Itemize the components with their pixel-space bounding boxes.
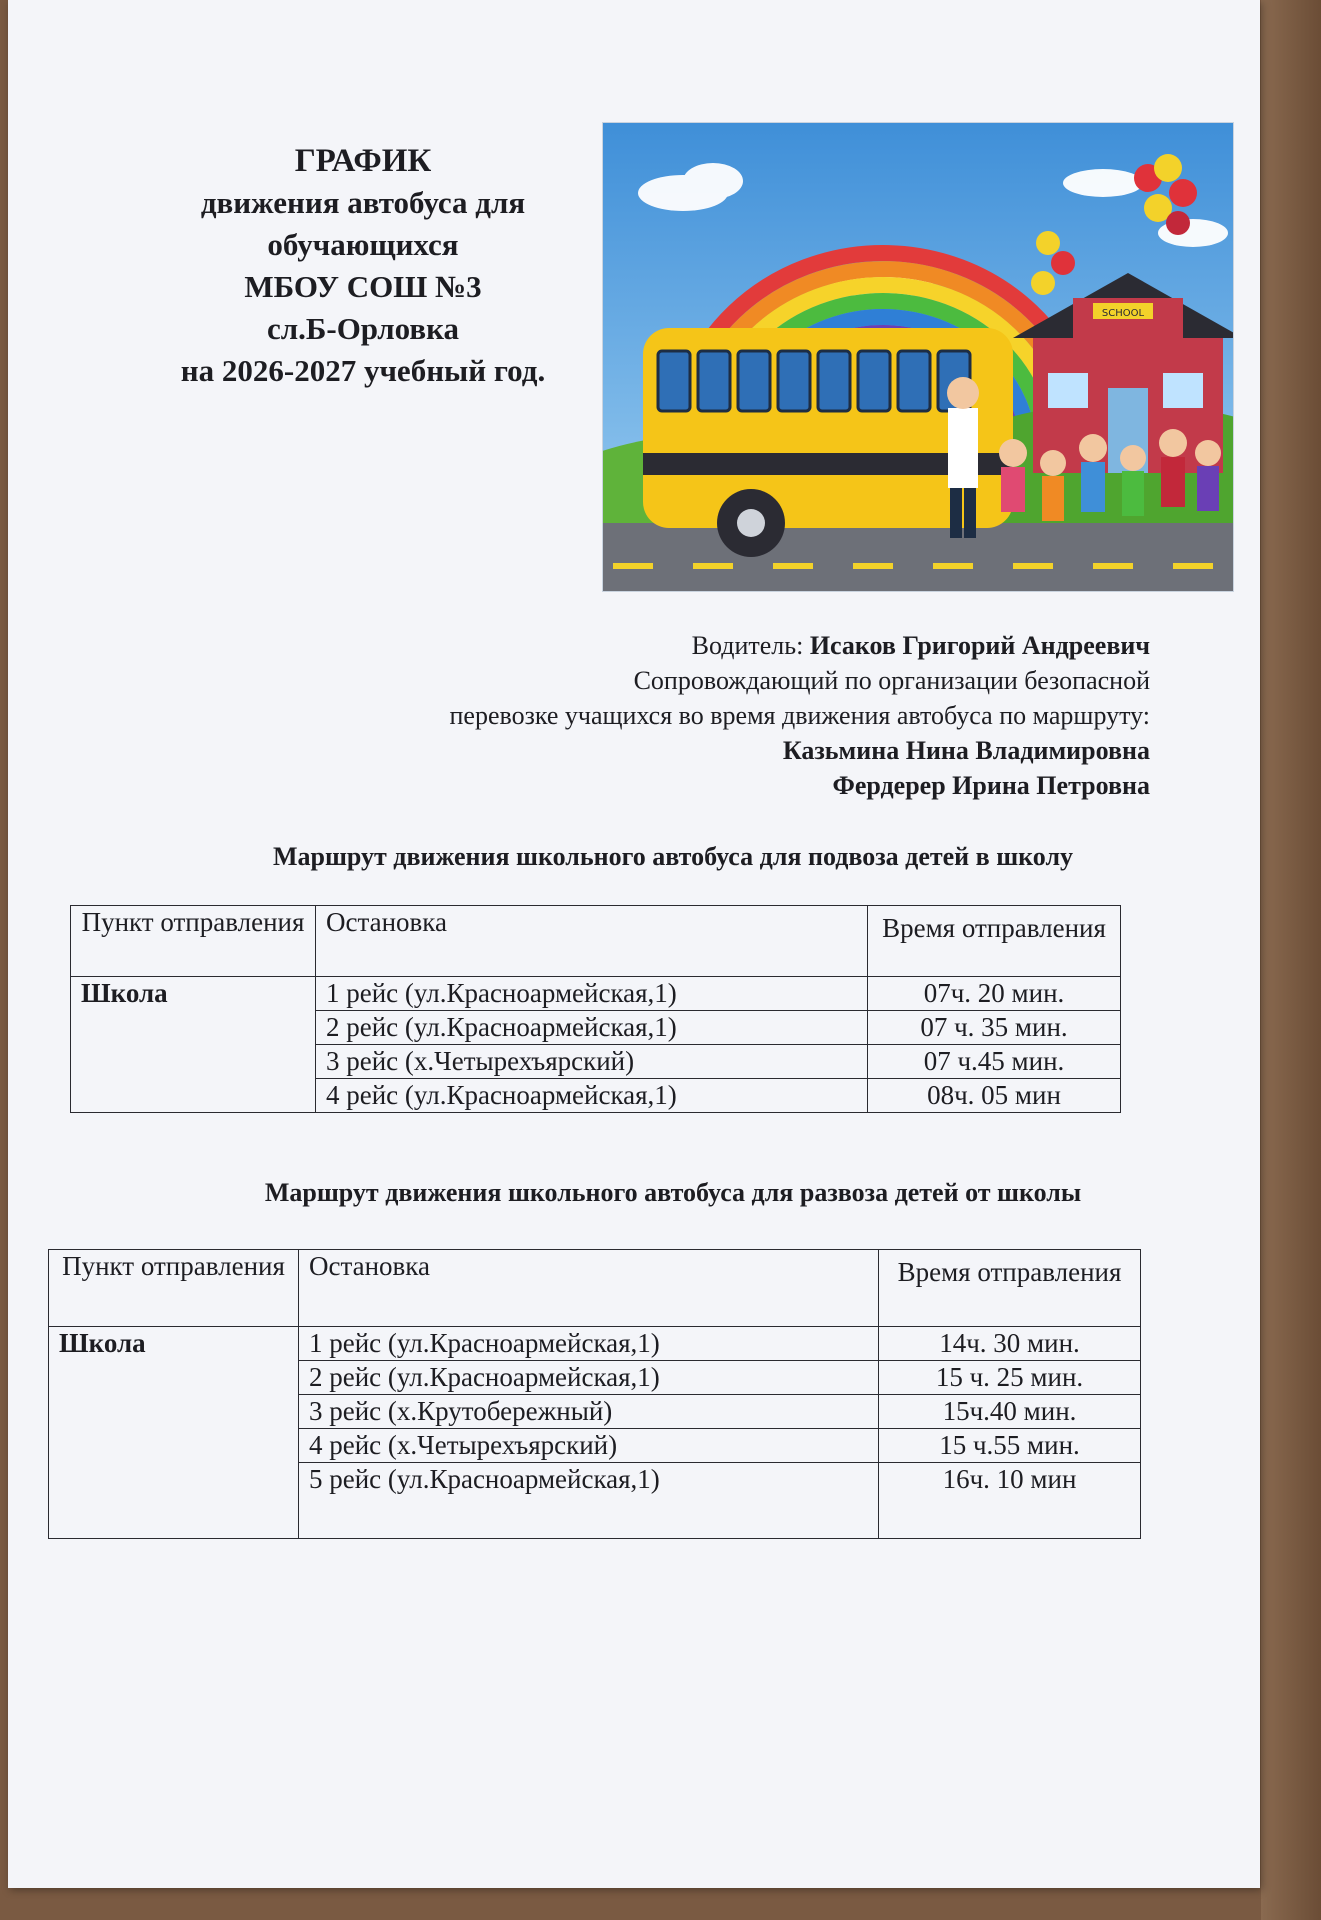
stop-cell: 2 рейс (ул.Красноармейская,1) — [299, 1361, 879, 1395]
escort-name: Фердерер Ирина Петровна — [832, 771, 1150, 800]
staff-info — [150, 628, 1150, 803]
column-header-departure: Пункт отправления — [71, 906, 316, 977]
title-line: сл.Б-Орловка — [266, 311, 460, 346]
stop-cell: 1 рейс (ул.Красноармейская,1) — [299, 1327, 879, 1361]
driver-label: Водитель: — [691, 631, 804, 660]
document-sheet — [8, 0, 1260, 1888]
driver-line — [150, 628, 1150, 663]
time-cell: 07 ч.45 мин. — [868, 1045, 1121, 1079]
escort-name: Казьмина Нина Владимировна — [782, 736, 1150, 765]
stop-cell: 3 рейс (х.Крутобережный) — [299, 1395, 879, 1429]
column-header-stop: Остановка — [299, 1250, 879, 1327]
route-to-school-table — [70, 905, 1121, 1113]
departure-point: Школа — [49, 1327, 299, 1539]
stop-cell: 5 рейс (ул.Красноармейская,1) — [299, 1463, 879, 1539]
document-title-block — [118, 140, 608, 392]
document-title: ГРАФИК — [294, 143, 432, 179]
column-header-stop: Остановка — [316, 906, 868, 977]
table-row — [49, 1327, 1141, 1361]
title-line: на 2026-2027 учебный год. — [180, 353, 546, 388]
escort-description: перевозке учащихся во время движения автобуса по маршруту: — [449, 701, 1150, 730]
table-row — [71, 977, 1121, 1011]
time-cell: 15 ч.55 мин. — [879, 1429, 1141, 1463]
stop-cell: 1 рейс (ул.Красноармейская,1) — [316, 977, 868, 1011]
time-cell: 08ч. 05 мин — [868, 1079, 1121, 1113]
time-cell: 14ч. 30 мин. — [879, 1327, 1141, 1361]
stop-cell: 2 рейс (ул.Красноармейская,1) — [316, 1011, 868, 1045]
time-cell: 15 ч. 25 мин. — [879, 1361, 1141, 1395]
route-from-school-table — [48, 1249, 1141, 1539]
title-line: движения автобуса для — [200, 185, 526, 220]
stop-cell: 3 рейс (х.Четырехъярский) — [316, 1045, 868, 1079]
time-cell: 07ч. 20 мин. — [868, 977, 1121, 1011]
departure-point: Школа — [71, 977, 316, 1113]
column-header-time: Время отправления — [868, 906, 1121, 977]
route-to-school-heading: Маршрут движения школьного автобуса для подвоза детей в школу — [272, 842, 1074, 871]
school-bus-illustration — [602, 122, 1234, 592]
driver-name: Исаков Григорий Андреевич — [809, 631, 1150, 660]
desk-surface — [1261, 0, 1321, 1920]
stop-cell: 4 рейс (ул.Красноармейская,1) — [316, 1079, 868, 1113]
table-header-row — [71, 906, 1121, 977]
route-from-school-heading: Маршрут движения школьного автобуса для развоза детей от школы — [264, 1178, 1082, 1207]
table-header-row — [49, 1250, 1141, 1327]
stop-cell: 4 рейс (х.Четырехъярский) — [299, 1429, 879, 1463]
time-cell: 15ч.40 мин. — [879, 1395, 1141, 1429]
time-cell: 16ч. 10 мин — [879, 1463, 1141, 1539]
title-line: МБОУ СОШ №3 — [244, 269, 482, 304]
time-cell: 07 ч. 35 мин. — [868, 1011, 1121, 1045]
column-header-time: Время отправления — [879, 1250, 1141, 1327]
escort-description: Сопровождающий по организации безопасной — [633, 666, 1150, 695]
title-line: обучающихся — [267, 227, 459, 262]
svg-text:SCHOOL: SCHOOL — [1101, 308, 1145, 319]
column-header-departure: Пункт отправления — [49, 1250, 299, 1327]
